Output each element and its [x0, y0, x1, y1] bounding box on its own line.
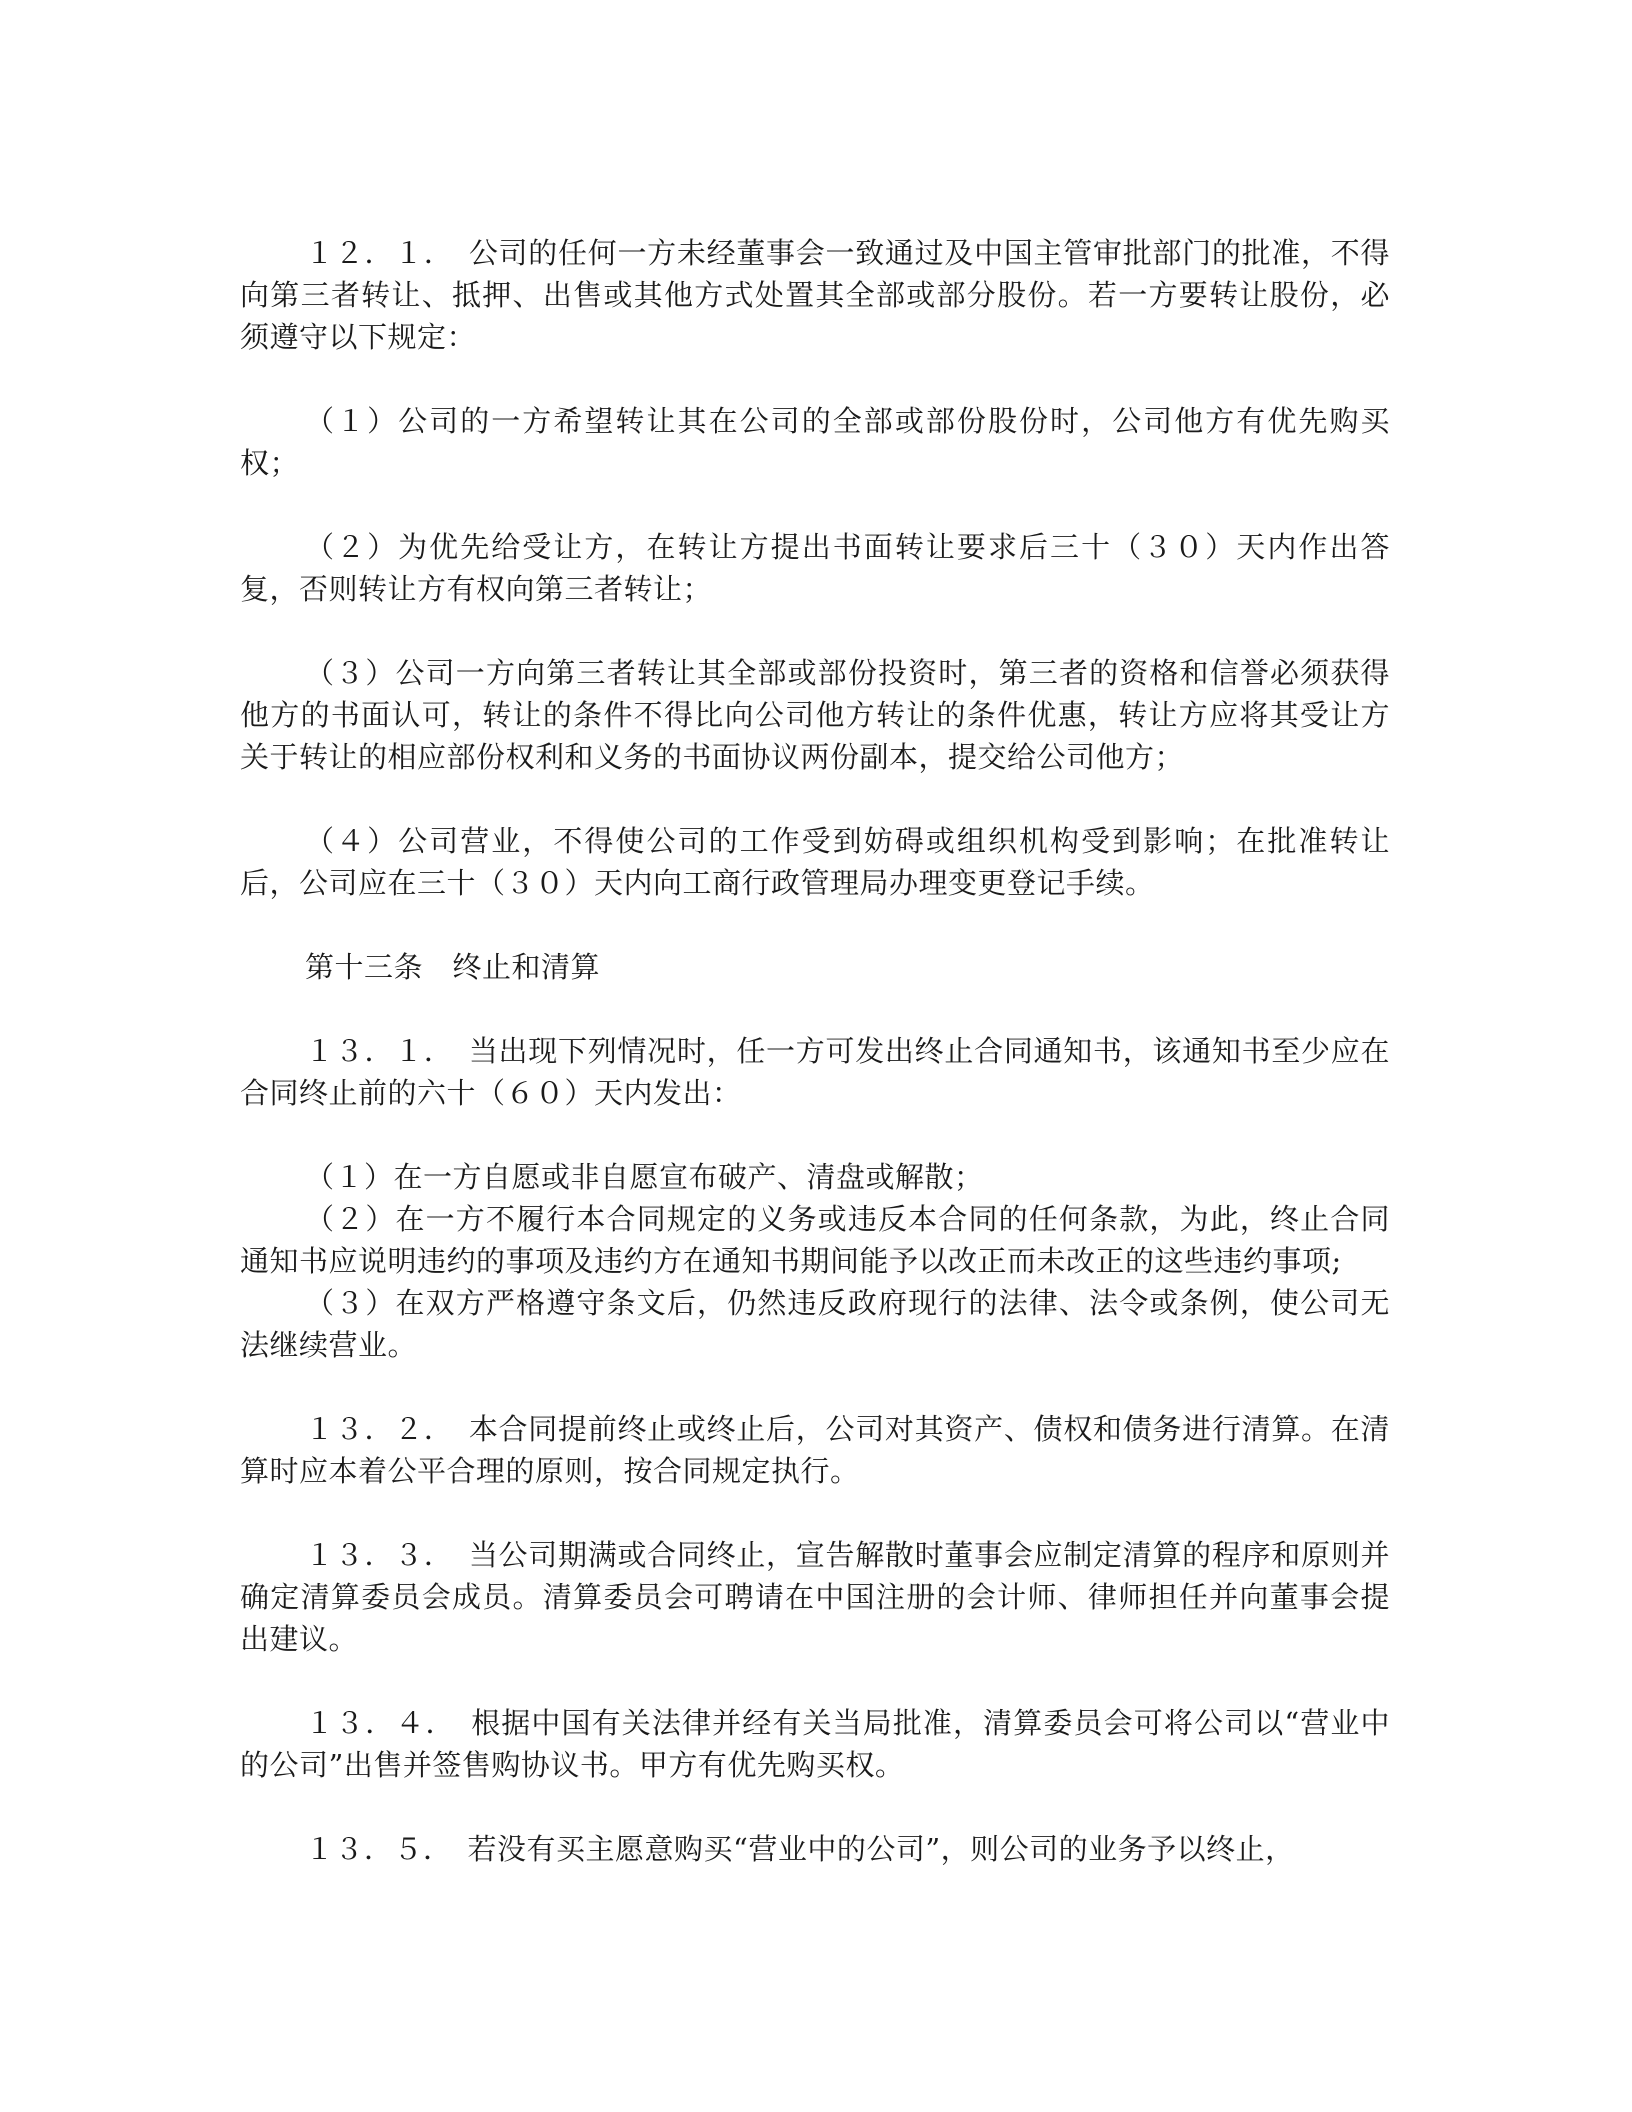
clause-13-5: １３．５． 若没有买主愿意购买“营业中的公司”，则公司的业务予以终止，	[305, 1832, 1295, 1866]
article-13-heading: 第十三条 终止和清算	[305, 950, 601, 984]
clause-12-1-item-2: （２）为优先给受让方，在转让方提出书面转让要求后三十（３０）天内作出答复，否则转让方有权向第三者转让；	[240, 530, 1390, 606]
clause-13-4: １３．４． 根据中国有关法律并经有关当局批准，清算委员会可将公司以“营业中的公司”出售并签售购协议书。甲方有优先购买权。	[240, 1706, 1390, 1782]
clause-12-1-item-4: （４）公司营业，不得使公司的工作受到妨碍或组织机构受到影响；在批准转让后，公司应在三十（３０）天内向工商行政管理局办理变更登记手续。	[240, 824, 1390, 900]
clause-12-1: １２．１． 公司的任何一方未经董事会一致通过及中国主管审批部门的批准，不得向第三者转让、抵押、出售或其他方式处置其全部或部分股份。若一方要转让股份，必须遵守以下规定：	[240, 236, 1390, 354]
clause-12-1-item-3: （３）公司一方向第三者转让其全部或部份投资时，第三者的资格和信誉必须获得他方的书面认可，转让的条件不得比向公司他方转让的条件优惠，转让方应将其受让方关于转让的相应部份权利和义务的书面协议两份副本，提交给公司他方；	[240, 656, 1390, 774]
clause-12-1-item-1: （１）公司的一方希望转让其在公司的全部或部份股份时，公司他方有优先购买权；	[240, 404, 1390, 480]
clause-13-2: １３．２． 本合同提前终止或终止后，公司对其资产、债权和债务进行清算。在清算时应本着公平合理的原则，按合同规定执行。	[240, 1412, 1390, 1488]
clause-13-1-item-3: （３）在双方严格遵守条文后，仍然违反政府现行的法律、法令或条例，使公司无法继续营业。	[240, 1286, 1390, 1362]
clause-13-1-item-1: （１）在一方自愿或非自愿宣布破产、清盘或解散；	[305, 1160, 984, 1194]
document-page	[240, 232, 1390, 1912]
clause-13-1-item-2: （２）在一方不履行本合同规定的义务或违反本合同的任何条款，为此，终止合同通知书应说明违约的事项及违约方在通知书期间能予以改正而未改正的这些违约事项;	[240, 1202, 1390, 1278]
clause-13-1: １３．１． 当出现下列情况时，任一方可发出终止合同通知书，该通知书至少应在合同终止前的六十（６０）天内发出：	[240, 1034, 1390, 1110]
clause-13-3: １３．３． 当公司期满或合同终止，宣告解散时董事会应制定清算的程序和原则并确定清算委员会成员。清算委员会可聘请在中国注册的会计师、律师担任并向董事会提出建议。	[240, 1538, 1390, 1656]
